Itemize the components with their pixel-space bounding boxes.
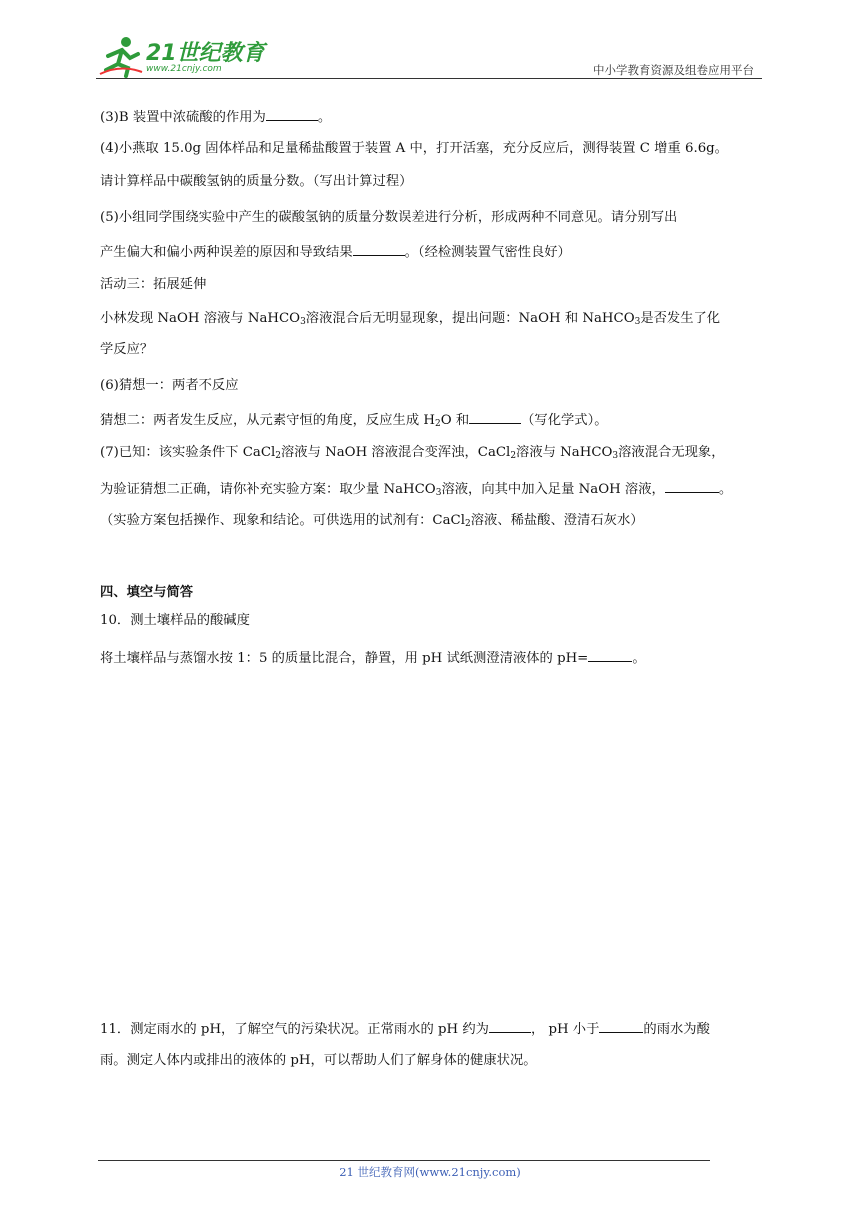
intro-line-2: 学反应？ xyxy=(100,342,154,357)
question-7-line-2: 为验证猜想二正确，请你补充实验方案：取少量 NaHCO$_3$溶液，向其中加入足量 NaOH 溶液， 。 xyxy=(100,478,732,499)
logo-url: www.21cnjy.com xyxy=(146,64,222,74)
answer-blank[interactable] xyxy=(489,1018,531,1033)
question-5-line-2: 产生偏大和偏小两种误差的原因和导致结果 。（经检测装置气密性良好） xyxy=(100,241,571,262)
question-11-line-1: 11．测定雨水的 pH，了解空气的污染状况。正常雨水的 pH 约为 ， pH 小于 的雨水为酸 xyxy=(100,1018,710,1039)
platform-name: 中小学教育资源及组卷应用平台 xyxy=(593,63,754,77)
question-4-line-1: (4)小燕取 15.0g 固体样品和足量稀盐酸置于装置 A 中，打开活塞，充分反应后，测得装置 C 增重 6.6g。 xyxy=(100,141,728,156)
answer-blank[interactable] xyxy=(599,1018,643,1033)
answer-blank[interactable] xyxy=(665,478,719,493)
question-6-line-1: (6)猜想一：两者不反应 xyxy=(100,378,239,393)
question-11-line-2: 雨。测定人体内或排出的液体的 pH，可以帮助人们了解身体的健康状况。 xyxy=(100,1053,537,1068)
logo-text: 21世纪教育 xyxy=(146,41,265,66)
footer-link[interactable]: 21 世纪教育网(www.21cnjy.com) xyxy=(339,1165,521,1179)
question-7-line-1: (7)已知：该实验条件下 CaCl$_2$溶液与 NaOH 溶液混合变浑浊，CaCl$_2$溶液与 NaHCO$_3$溶液混合无现象， xyxy=(100,445,725,461)
activity-heading: 活动三：拓展延伸 xyxy=(100,277,207,292)
runner-logo-icon xyxy=(96,34,144,78)
section-heading: 四、填空与简答 xyxy=(100,585,194,600)
footer-divider xyxy=(98,1160,710,1161)
answer-blank[interactable] xyxy=(469,409,521,424)
page-header xyxy=(96,34,762,80)
answer-blank[interactable] xyxy=(588,647,632,662)
answer-blank[interactable] xyxy=(353,241,405,256)
question-7-line-3: （实验方案包括操作、现象和结论。可供选用的试剂有：CaCl$_2$溶液、稀盐酸、澄清石灰水） xyxy=(100,513,644,529)
question-6-line-2: 猜想二：两者发生反应，从元素守恒的角度，反应生成 $H_2O$ 和 （写化学式）。 xyxy=(100,409,608,430)
question-3: (3)B 装置中浓硫酸的作用为 。 xyxy=(100,106,331,127)
question-10-title: 10．测土壤样品的酸碱度 xyxy=(100,613,250,628)
question-10-text: 将土壤样品与蒸馏水按 1：5 的质量比混合，静置，用 pH 试纸测澄清液体的 pH= 。 xyxy=(100,647,646,668)
question-5-line-1: (5)小组同学围绕实验中产生的碳酸氢钠的质量分数误差进行分析，形成两种不同意见。请分别写出 xyxy=(100,210,678,225)
answer-blank[interactable] xyxy=(266,106,318,121)
logo xyxy=(96,34,266,78)
question-4-line-2: 请计算样品中碳酸氢钠的质量分数。（写出计算过程） xyxy=(100,174,413,189)
header-divider xyxy=(96,78,762,79)
intro-line-1: 小林发现 NaOH 溶液与 NaHCO$_3$溶液混合后无明显现象，提出问题：NaOH 和 NaHCO$_3$是否发生了化 xyxy=(100,311,721,327)
